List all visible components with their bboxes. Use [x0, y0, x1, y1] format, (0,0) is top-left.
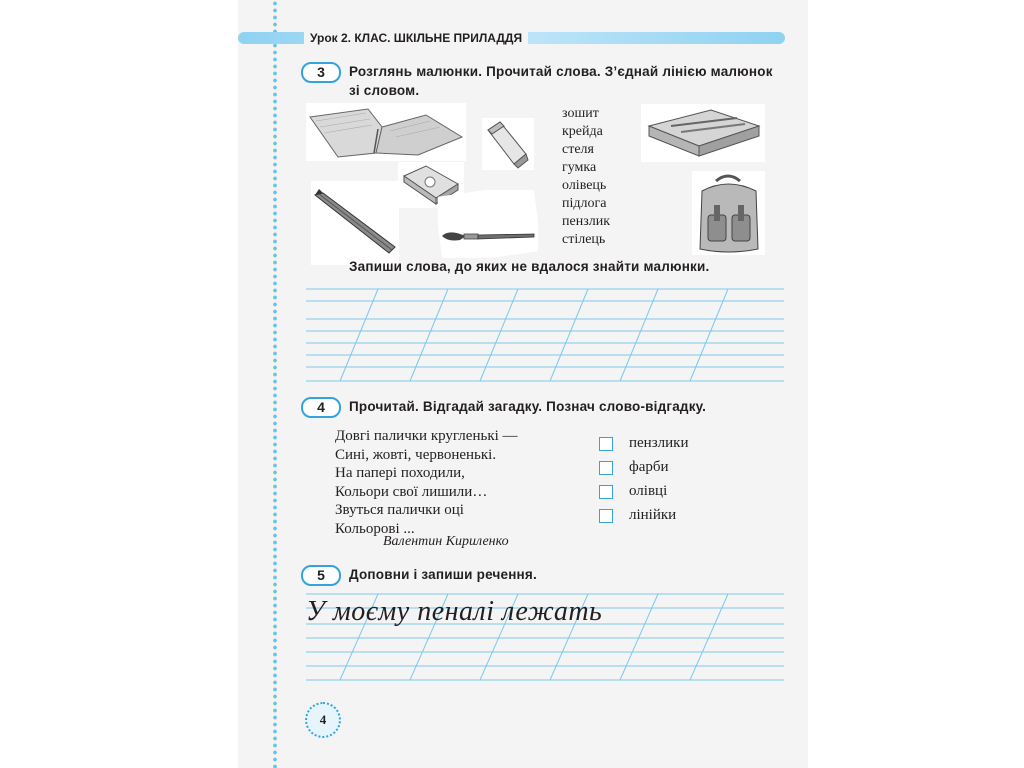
answer-label: фарби — [629, 459, 669, 475]
task5-instruction: Доповни і запиши речення. — [349, 567, 537, 582]
writing-lines-1[interactable] — [300, 287, 786, 385]
notebook-picture — [306, 103, 466, 161]
answer-option[interactable] — [599, 483, 667, 500]
answer-option[interactable] — [599, 459, 669, 476]
word-list — [562, 105, 610, 249]
task3-instruction-line2: зі словом. — [349, 83, 420, 98]
pencil-case-picture — [641, 104, 765, 162]
word-item: підлога — [562, 196, 607, 211]
word-item: олівець — [562, 178, 607, 193]
task3-instruction-line1: Розглянь малюнки. Прочитай слова. З’єднай лінією малюнок — [349, 64, 773, 79]
word-item: гумка — [562, 160, 597, 175]
answer-checkbox[interactable] — [599, 485, 613, 499]
chalk-picture — [482, 118, 534, 170]
pencil-picture — [311, 181, 399, 265]
paintbrush-picture — [438, 190, 538, 258]
task3-write-instruction: Запиши слова, до яких не вдалося знайти малюнки. — [349, 259, 710, 274]
answer-option[interactable] — [599, 507, 676, 524]
task-number-3: 3 — [301, 62, 341, 83]
poem-line: Кольори свої лишили… — [335, 483, 488, 500]
word-item: пензлик — [562, 214, 611, 229]
page-number: 4 — [305, 702, 341, 738]
backpack-picture — [692, 171, 765, 255]
poem-line: Сині, жовті, червоненькі. — [335, 446, 497, 463]
answer-checkbox[interactable] — [599, 461, 613, 475]
poem-author: Валентин Кириленко — [383, 534, 509, 549]
answer-checkbox[interactable] — [599, 437, 613, 451]
answer-checkbox[interactable] — [599, 509, 613, 523]
dotted-margin — [271, 0, 279, 768]
word-item: зошит — [562, 106, 599, 121]
task-number-5: 5 — [301, 565, 341, 586]
answer-option[interactable] — [599, 435, 688, 452]
poem-line: Кольорові ... — [335, 520, 415, 537]
task4-instruction: Прочитай. Відгадай загадку. Познач слово-відгадку. — [349, 399, 707, 414]
lesson-title: Урок 2. КЛАС. ШКІЛЬНЕ ПРИЛАДДЯ — [304, 30, 528, 46]
poem-line: На папері походили, — [335, 465, 465, 481]
poem-line: Звуться палички оці — [335, 502, 464, 518]
task-number-4: 4 — [301, 397, 341, 418]
answer-label: лінійки — [629, 507, 677, 523]
answer-label: пензлики — [629, 435, 689, 451]
word-item: стеля — [562, 142, 594, 157]
poem-line: Довгі палички кругленькі — — [335, 428, 518, 444]
word-item: стілець — [562, 232, 606, 247]
word-item: крейда — [562, 124, 603, 139]
riddle-poem — [335, 427, 518, 538]
answer-label: олівці — [629, 483, 668, 499]
handwritten-sentence: У моєму пеналі лежать — [306, 596, 603, 627]
